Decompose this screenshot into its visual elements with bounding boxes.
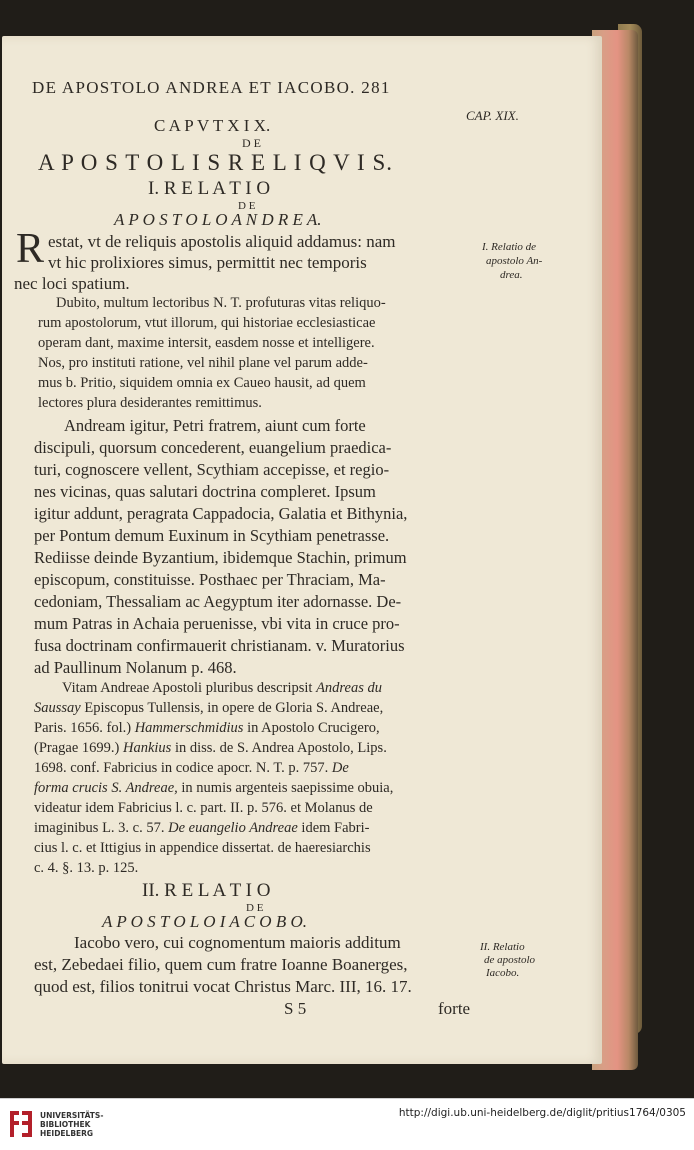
text-line: 1698. conf. Fabricius in codice apocr. N. T. p. 757. De [34,760,349,776]
running-title: DE APOSTOLO ANDREA ET IACOBO. 281 [32,78,391,97]
text-line: c. 4. §. 13. p. 125. [34,860,139,876]
text-line: vt hic prolixiores simus, permittit nec temporis [48,253,367,272]
text-line: discipuli, quorsum concederent, euangelium praedica- [34,438,392,457]
text-line: forma crucis S. Andreae, in numis argenteis saepissime obuia, [34,780,394,796]
library-name: UNIVERSITÄTS- BIBLIOTHEK HEIDELBERG [40,1111,104,1138]
heading-de-3: D E [246,902,264,914]
drop-cap: R [16,226,45,272]
permalink-url[interactable]: http://digi.ub.uni-heidelberg.de/diglit/pritius1764/0305 [398,1107,686,1119]
text-line: igitur addunt, peragrata Cappadocia, Galatia et Bithynia, [34,504,408,523]
university-library-logo-icon[interactable] [8,1109,34,1139]
text-line: lectores plura desiderantes remittimus. [38,395,262,411]
margin-note-line: I. Relatio de [482,241,537,253]
text-line: cius l. c. et Ittigius in appendice dissertat. de haeresiarchis [34,840,371,856]
text-line: Iacobo vero, cui cognomentum maioris additum [74,933,401,952]
relatio-heading-2: II. R E L A T I O [142,880,271,901]
text-line: Saussay Episcopus Tullensis, in opere de Gloria S. Andreae, [34,700,384,716]
text-line: cedoniam, Thessaliam ac Aegyptum iter adornasse. De- [34,592,402,611]
text-line: Nos, pro instituti ratione, vel nihil plane vel parum adde- [38,355,368,371]
margin-note-line: apostolo An- [486,255,543,267]
text-line: (Pragae 1699.) Hankius in diss. de S. Andrea Apostolo, Lips. [34,740,387,756]
viewer-footer [0,1098,694,1150]
text-line: mus b. Pritio, siquidem omnia ex Caueo hausit, ad quem [38,375,366,391]
margin-note-line: II. Relatio [480,941,525,953]
book-page [2,36,602,1064]
section-title: A P O S T O L I S R E L I Q V I S. [38,150,393,175]
signature-mark: S 5 [284,999,307,1018]
text-line: ad Paullinum Nolanum p. 468. [34,658,237,677]
text-line: episcopum, constituisse. Posthaec per Thraciam, Ma- [34,570,386,589]
text-line: Andream igitur, Petri fratrem, aiunt cum forte [64,416,366,435]
text-line: Dubito, multum lectoribus N. T. profuturas vitas reliquo- [56,295,386,311]
text-line: est, Zebedaei filio, quem cum fratre Ioanne Boanerges, [34,955,408,974]
text-line: nec loci spatium. [14,274,130,293]
text-line: fusa doctrinam confirmauerit christianam. v. Muratorius [34,636,405,655]
text-line: nes vicinas, quas salutari doctrina compleret. Ipsum [34,482,376,501]
margin-note-line: Iacobo. [486,967,520,979]
subtitle-iacobo: A P O S T O L O I A C O B O. [102,912,307,931]
text-line: mum Patras in Achaia peruenisse, vbi vita in cruce pro- [34,614,400,633]
margin-note-line: de apostolo [484,954,536,966]
subtitle-andrea: A P O S T O L O A N D R E A. [114,210,322,229]
text-line: videatur idem Fabricius l. c. part. II. p. 576. et Molanus de [34,800,373,816]
heading-de: D E [242,136,261,150]
chapter-heading: C A P V T X I X. [154,116,271,135]
text-line: quod est, filios tonitrui vocat Christus Marc. III, 16. 17. [34,977,412,996]
text-line: Vitam Andreae Apostoli pluribus descripsit Andreas du [62,680,382,696]
text-line: estat, vt de reliquis apostolis aliquid addamus: nam [48,232,396,251]
text-line: imaginibus L. 3. c. 57. De euangelio Andreae idem Fabri- [34,820,370,836]
heading-de-2: D E [238,200,256,212]
catchword: forte [438,999,471,1018]
margin-note-line: drea. [500,269,523,281]
text-line: rum apostolorum, vtut illorum, qui historiae ecclesiasticae [38,315,376,331]
text-line: Paris. 1656. fol.) Hammerschmidius in Apostolo Crucigero, [34,720,380,736]
text-line: operam dant, maxime intersit, easdem nosse et intelligere. [38,335,375,351]
text-line: turi, cognoscere vellent, Scythiam accepisse, et regio- [34,460,390,479]
chapter-margin-label: CAP. XIX. [466,108,519,123]
text-line: Rediisse deinde Byzantium, ibidemque Stachin, primum [34,548,407,567]
relatio-heading-1: I. R E L A T I O [148,178,271,199]
text-line: per Pontum demum Euxinum in Scythiam penetrasse. [34,526,390,545]
